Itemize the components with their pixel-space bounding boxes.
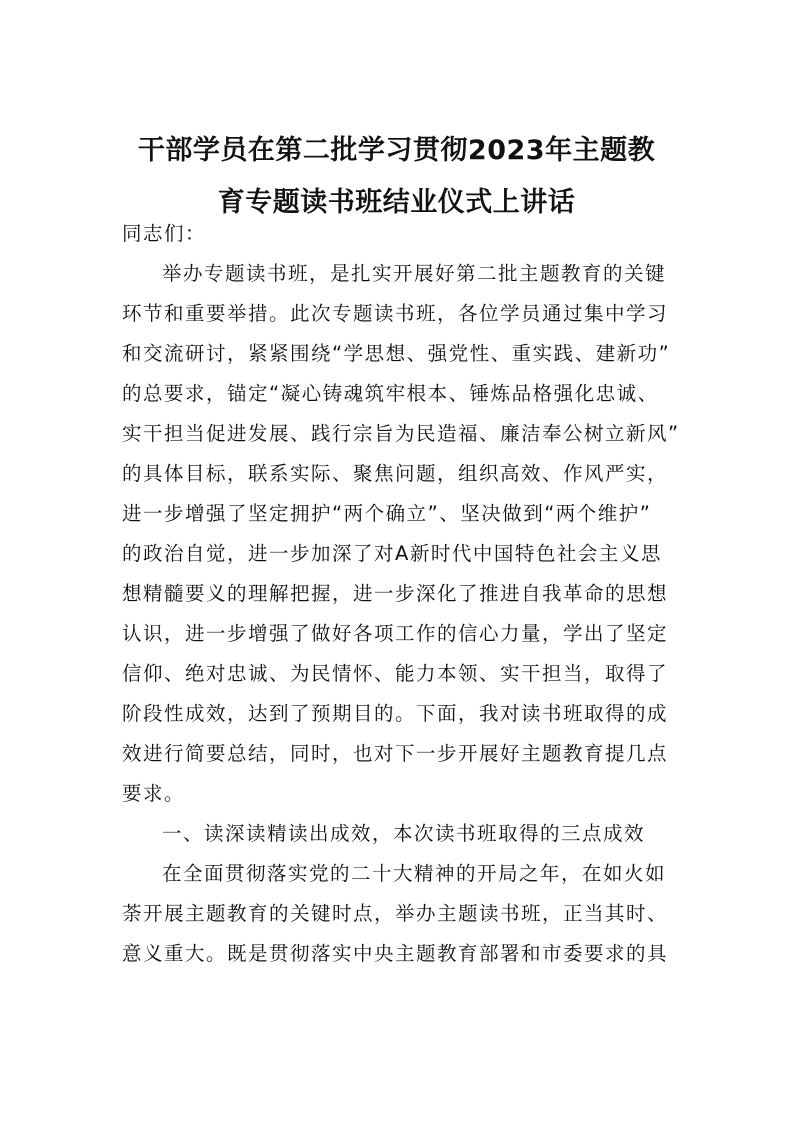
title-line-1: 干部学员在第二批学习贯彻2023年主题教 [137, 135, 656, 166]
document-body [122, 214, 682, 974]
section-heading-1: 一、读深读精读出成效，本次读书班取得的三点成效 [162, 822, 646, 845]
paragraph-1-line-2: 环节和重要举措。此次专题读书班，各位学员通过集中学习 [122, 302, 669, 325]
paragraph-1-line-4: 的总要求，锚定“凝心铸魂筑牢根本、锤炼品格强化忠诚、 [122, 382, 659, 405]
paragraph-1-line-10: 认识，进一步增强了做好各项工作的信心力量，学出了坚定 [122, 622, 669, 645]
paragraph-1-line-8: 的政治自觉，进一步加深了对A新时代中国特色社会主义思 [122, 542, 662, 565]
paragraph-1-line-14: 要求。 [122, 782, 186, 805]
paragraph-1-line-13: 效进行简要总结，同时，也对下一步开展好主题教育提几点 [122, 742, 669, 765]
paragraph-2-line-3: 意义重大。既是贯彻落实中央主题教育部署和市委要求的具 [122, 942, 669, 965]
paragraph-1-line-5: 实干担当促进发展、践行宗旨为民造福、廉洁奉公树立新风” [122, 422, 680, 445]
paragraph-1-line-3: 和交流研讨，紧紧围绕“学思想、强党性、重实践、建新功” [122, 342, 671, 365]
paragraph-2-line-2: 荼开展主题教育的关键时点，举办主题读书班，正当其时、 [122, 902, 669, 925]
paragraph-2-line-1: 在全面贯彻落实党的二十大精神的开局之年，在如火如 [162, 862, 667, 885]
title-line-2: 育专题读书班结业仪式上讲话 [217, 187, 576, 218]
paragraph-1-line-1: 举办专题读书班，是扎实开展好第二批主题教育的关键 [162, 262, 667, 285]
paragraph-1-line-7: 进一步增强了坚定拥护“两个确立”、坚决做到“两个维护” [122, 502, 652, 525]
paragraph-1-line-6: 的具体目标，联系实际、聚焦问题，组织高效、作风严实， [122, 462, 669, 485]
salutation: 同志们： [122, 222, 207, 245]
paragraph-1-line-11: 信仰、绝对忠诚、为民情怀、能力本领、实干担当，取得了 [122, 662, 669, 685]
paragraph-1-line-9: 想精髓要义的理解把握，进一步深化了推进自我革命的思想 [122, 582, 669, 605]
paragraph-1-line-12: 阶段性成效，达到了预期目的。下面，我对读书班取得的成 [122, 702, 669, 725]
